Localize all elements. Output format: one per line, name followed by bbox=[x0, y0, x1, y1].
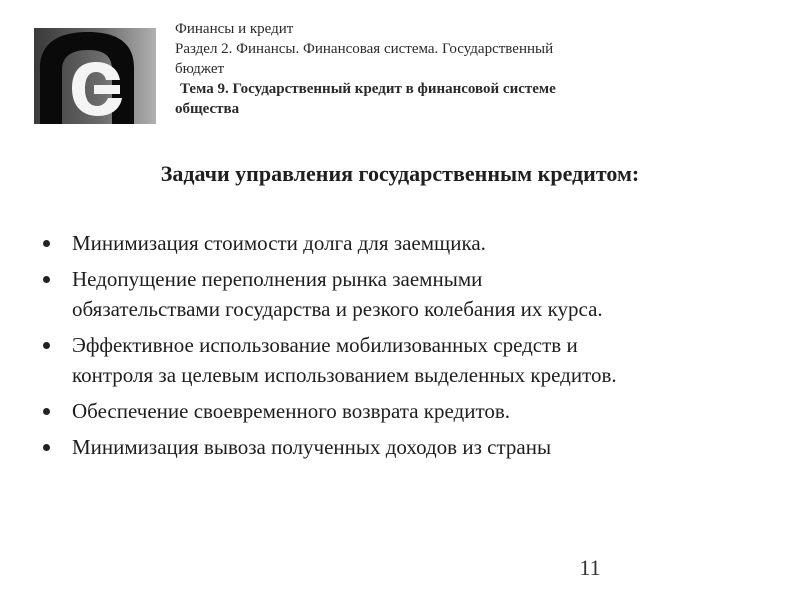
pg-logo-icon bbox=[34, 28, 156, 124]
section-title-line2: бюджет bbox=[175, 61, 225, 77]
bullet-text-continued: обязательствами государства и резкого колебания их курса. bbox=[72, 297, 603, 321]
bullet-dot-icon bbox=[43, 240, 50, 247]
bullet-text: Недопущение переполнения рынка заемными bbox=[72, 267, 483, 291]
bullet-item bbox=[40, 228, 780, 258]
course-title: Финансы и кредит bbox=[175, 21, 294, 37]
bullet-item bbox=[40, 330, 780, 390]
slide-title: Задачи управления государственным кредитом: bbox=[160, 161, 640, 186]
bullet-item bbox=[40, 432, 780, 462]
topic-title-line2: общества bbox=[175, 101, 240, 117]
bullet-dot-icon bbox=[43, 444, 50, 451]
bullet-text: Обеспечение своевременного возврата кредитов. bbox=[72, 399, 511, 423]
bullet-list bbox=[40, 228, 780, 468]
bullet-dot-icon bbox=[43, 408, 50, 415]
bullet-dot-icon bbox=[43, 342, 50, 349]
logo-graphic bbox=[34, 28, 156, 124]
bullet-dot-icon bbox=[43, 276, 50, 283]
bullet-text: Минимизация стоимости долга для заемщика. bbox=[72, 231, 486, 255]
page-number: 11 bbox=[579, 555, 601, 580]
topic-title-line1: Тема 9. Государственный кредит в финансовой системе bbox=[180, 81, 556, 97]
bullet-item bbox=[40, 396, 780, 426]
bullet-text: Минимизация вывоза полученных доходов из страны bbox=[72, 435, 552, 459]
bullet-item bbox=[40, 264, 780, 324]
bullet-text-continued: контроля за целевым использованием выделенных кредитов. bbox=[72, 363, 617, 387]
slide-header bbox=[175, 19, 735, 119]
section-title-line1: Раздел 2. Финансы. Финансовая система. Государственный bbox=[175, 41, 554, 57]
bullet-text: Эффективное использование мобилизованных средств и bbox=[72, 333, 578, 357]
